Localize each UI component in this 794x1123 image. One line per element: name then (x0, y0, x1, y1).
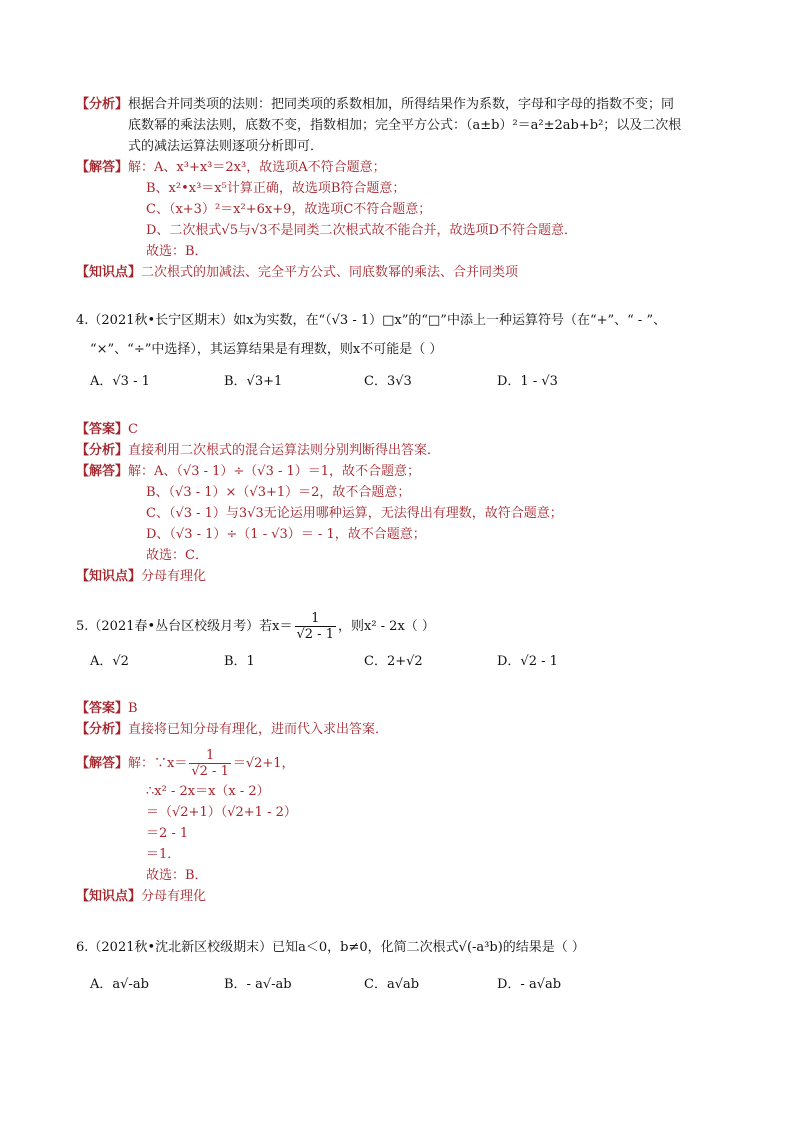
fraction-numerator: 1 (295, 611, 336, 627)
analysis-label: 【分析】 (76, 443, 129, 458)
q4-option-a[interactable]: A．√3 - 1 (90, 374, 150, 389)
q6-stem: 6.（2021秋•沈北新区校级期末）已知a＜0，b≠0，化简二次根式√(-a³b)的结果是（ ） (76, 940, 585, 955)
analysis-label: 【分析】 (76, 722, 129, 737)
q4-option-b[interactable]: B．√3+1 (224, 374, 283, 389)
q4-solution-line-2: B、（√3 - 1）×（√3+1）＝2，故不合题意； (146, 485, 411, 500)
knowledge-label: 【知识点】 (76, 265, 142, 280)
q3-solution-line-4: D、二次根式√5与√3不是同类二次根式故不能合并，故选项D不符合题意． (146, 223, 577, 238)
q5-knowledge: 【知识点】分母有理化 (76, 889, 207, 904)
q5-option-b[interactable]: B．1 (224, 654, 255, 669)
q4-solution-line-1: 【解答】解：A、（√3 - 1）÷（√3 - 1）＝1，故不合题意； (76, 464, 421, 479)
q5-option-c[interactable]: C．2+√2 (364, 654, 423, 669)
answer-label: 【答案】 (76, 701, 129, 716)
q3-knowledge: 【知识点】二次根式的加减法、完全平方公式、同底数幂的乘法、合并同类项 (76, 265, 519, 280)
answer-label: 【答案】 (76, 422, 129, 437)
q5-answer: 【答案】B (76, 701, 138, 716)
q4-option-c[interactable]: C．3√3 (364, 374, 412, 389)
q3-solution-line-3: C、（x+3）²＝x²+6x+9，故选项C不符合题意； (146, 202, 432, 217)
q4-solution-line-4: D、（√3 - 1）÷（1 - √3）＝ - 1，故不合题意； (146, 527, 426, 542)
q4-stem-line-1: 4.（2021秋•长宁区期末）如x为实数，在“（√3 - 1）□x”的“□”中添上一种运算符号（在“+”、“ - ”、 (76, 313, 667, 328)
q4-answer: 【答案】C (76, 422, 138, 437)
solution-label: 【解答】 (76, 464, 129, 479)
analysis-label: 【分析】 (76, 97, 129, 112)
q6-option-d[interactable]: D．- a√ab (497, 977, 562, 992)
q5-option-d[interactable]: D．√2 - 1 (497, 654, 558, 669)
q5-solution-line-6: 故选：B． (146, 868, 208, 883)
q5-solution-line-5: ＝1． (146, 847, 181, 862)
q6-option-a[interactable]: A．a√-ab (90, 977, 149, 992)
solution-label: 【解答】 (76, 756, 129, 771)
q3-analysis-line-2: 底数幂的乘法法则，底数不变，指数相加；完全平方公式：（a±b）²＝a²±2ab+b²；以及二次根 (128, 118, 682, 133)
q3-analysis-line-1: 【分析】根据合并同类项的法则：把同类项的系数相加，所得结果作为系数，字母和字母的指数不变；同 (76, 97, 675, 112)
q4-option-d[interactable]: D．1 - √3 (497, 374, 558, 389)
q5-option-a[interactable]: A．√2 (90, 654, 129, 669)
fraction-numerator: 1 (189, 748, 230, 764)
q5-solution-line-3: ＝（√2+1）（√2+1 - 2） (146, 805, 297, 820)
fraction-denominator: √2 - 1 (296, 627, 334, 642)
q3-solution-line-1: 【解答】解：A、x³+x³＝2x³，故选项A不符合题意； (76, 160, 386, 175)
solution-label: 【解答】 (76, 160, 129, 175)
fraction (189, 748, 230, 779)
knowledge-label: 【知识点】 (76, 569, 142, 584)
q4-solution-line-5: 故选：C． (146, 548, 208, 563)
knowledge-label: 【知识点】 (76, 889, 142, 904)
q5-solution-line-4: ＝2 - 1 (146, 826, 189, 841)
q4-analysis: 【分析】直接利用二次根式的混合运算法则分别判断得出答案． (76, 443, 441, 458)
q3-analysis-line-3: 式的减法运算法则逐项分析即可． (128, 139, 324, 154)
q6-option-c[interactable]: C．a√ab (364, 977, 420, 992)
q6-option-b[interactable]: B．- a√-ab (224, 977, 292, 992)
q5-stem: 5.（2021春•丛台区校级月考）若x＝ $\frac{1}{√2 - 1}$ ，则x² - 2x（ ） (76, 611, 435, 642)
q3-solution-line-2: B、x²•x³＝x⁵计算正确，故选项B符合题意； (146, 181, 406, 196)
q4-stem-line-2: “×”、“÷”中选择），其运算结果是有理数，则x不可能是（ ） (90, 342, 443, 357)
q5-solution-line-1: 【解答】解：∵x＝ $\frac{1}{√2 - 1}$ ＝√2+1， (76, 748, 295, 779)
q4-solution-line-3: C、（√3 - 1）与3√3无论运用哪种运算，无法得出有理数，故符合题意； (146, 506, 563, 521)
fraction (295, 611, 336, 642)
q3-solution-line-5: 故选：B． (146, 244, 208, 259)
q5-solution-line-2: ∴x² - 2x＝x（x - 2） (146, 784, 270, 799)
fraction-denominator: √2 - 1 (191, 764, 229, 779)
q5-analysis: 【分析】直接将已知分母有理化，进而代入求出答案． (76, 722, 389, 737)
q4-knowledge: 【知识点】分母有理化 (76, 569, 207, 584)
